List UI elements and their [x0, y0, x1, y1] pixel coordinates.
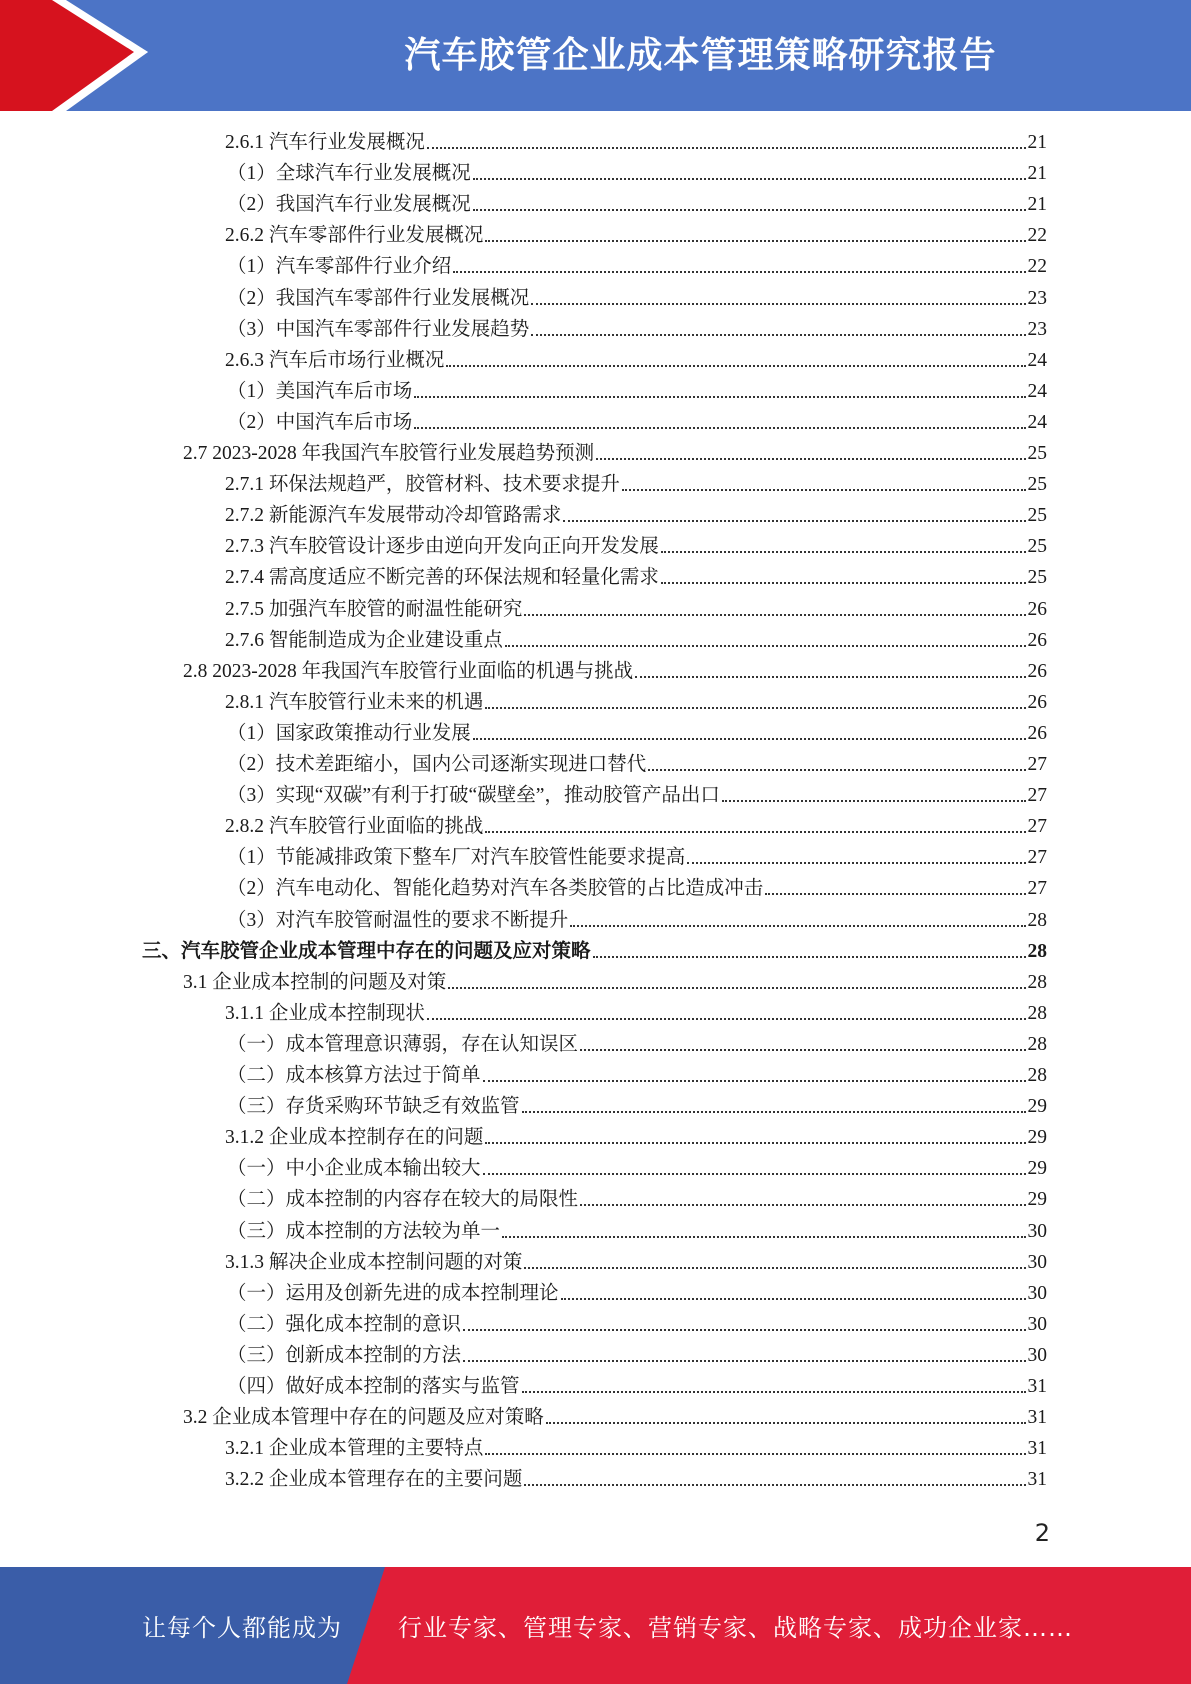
toc-dot-leader	[570, 925, 1025, 927]
toc-entry-page: 27	[1027, 878, 1047, 900]
toc-dot-leader	[502, 1236, 1025, 1238]
toc-dot-leader	[427, 1018, 1026, 1020]
toc-entry[interactable]	[142, 936, 1047, 967]
toc-entry[interactable]	[227, 1371, 1047, 1402]
toc-entry[interactable]	[227, 376, 1047, 407]
toc-entry-page: 26	[1027, 598, 1047, 620]
toc-entry-title: 3.1.3 解决企业成本控制问题的对策	[225, 1251, 523, 1273]
toc-dot-leader	[485, 707, 1025, 709]
toc-entry[interactable]	[225, 1247, 1047, 1278]
toc-entry-page: 23	[1027, 287, 1047, 309]
toc-dot-leader	[580, 1049, 1025, 1051]
toc-entry[interactable]	[227, 314, 1047, 345]
toc-entry-page: 29	[1027, 1096, 1047, 1118]
toc-entry-page: 29	[1027, 1189, 1047, 1211]
toc-entry-page: 24	[1027, 380, 1047, 402]
toc-entry-page: 27	[1027, 754, 1047, 775]
toc-dot-leader	[483, 1173, 1026, 1175]
toc-dot-leader	[722, 800, 1026, 802]
toc-entry-title: 2.8.1 汽车胶管行业未来的机遇	[225, 691, 484, 713]
toc-entry-title: 3.1 企业成本控制的问题及对策	[183, 971, 447, 993]
toc-entry-title: 2.6.2 汽车零部件行业发展概况	[225, 225, 484, 247]
toc-entry-title: （2）汽车电动化、智能化趋势对汽车各类胶管的占比造成冲击	[227, 878, 764, 900]
toc-entry-title: （2）我国汽车零部件行业发展概况	[227, 287, 530, 309]
toc-entry[interactable]	[227, 718, 1047, 749]
toc-dot-leader	[485, 240, 1025, 242]
toc-entry-title: 2.7.5 加强汽车胶管的耐温性能研究	[225, 598, 523, 620]
toc-entry[interactable]	[227, 1091, 1047, 1122]
toc-entry-page: 21	[1027, 132, 1047, 153]
toc-entry-page: 30	[1027, 1344, 1047, 1366]
toc-entry-page: 30	[1027, 1313, 1047, 1335]
toc-entry[interactable]	[227, 1184, 1047, 1215]
toc-dot-leader	[635, 676, 1025, 678]
toc-entry-page: 21	[1027, 194, 1047, 216]
toc-dot-leader	[473, 178, 1026, 180]
toc-entry-title: （2）中国汽车后市场	[227, 411, 413, 433]
toc-entry[interactable]	[225, 345, 1047, 376]
toc-dot-leader	[765, 893, 1025, 895]
toc-entry[interactable]	[225, 127, 1047, 158]
toc-entry[interactable]	[227, 251, 1047, 282]
toc-entry-title: （二）强化成本控制的意识	[227, 1313, 462, 1335]
toc-entry-page: 24	[1027, 349, 1047, 371]
toc-dot-leader	[546, 1422, 1026, 1424]
toc-entry-title: （四）做好成本控制的落实与监管	[227, 1376, 520, 1397]
toc-entry-title: 2.7.1 环保法规趋严，胶管材料、技术要求提升	[225, 474, 620, 496]
toc-entry[interactable]	[227, 1060, 1047, 1091]
toc-entry-title: 3.2.2 企业成本管理存在的主要问题	[225, 1469, 523, 1491]
document-title: 汽车胶管企业成本管理策略研究报告	[404, 35, 997, 76]
toc-entry[interactable]	[225, 998, 1047, 1029]
toc-entry-title: 2.7.4 需高度适应不断完善的环保法规和轻量化需求	[225, 567, 659, 589]
toc-entry[interactable]	[227, 1029, 1047, 1060]
toc-entry-page: 28	[1027, 1065, 1047, 1086]
toc-entry-title: 2.6.3 汽车后市场行业概况	[225, 349, 445, 371]
toc-entry[interactable]	[225, 1464, 1047, 1495]
toc-entry-page: 31	[1027, 1469, 1047, 1491]
toc-entry-page: 25	[1027, 443, 1047, 464]
toc-entry[interactable]	[227, 1278, 1047, 1309]
toc-entry-title: 2.6.1 汽车行业发展概况	[225, 132, 425, 153]
toc-entry[interactable]	[225, 1433, 1047, 1464]
toc-entry-page: 28	[1027, 909, 1047, 931]
toc-dot-leader	[531, 303, 1025, 305]
toc-entry[interactable]	[227, 283, 1047, 314]
toc-entry-page: 29	[1027, 1127, 1047, 1149]
toc-entry-page: 28	[1027, 1033, 1047, 1055]
toc-entry[interactable]	[225, 531, 1047, 562]
toc-entry-page: 25	[1027, 474, 1047, 496]
toc-entry-title: （二）成本核算方法过于简单	[227, 1065, 481, 1086]
toc-dot-leader	[661, 551, 1026, 553]
toc-dot-leader	[563, 520, 1025, 522]
toc-entry-page: 30	[1027, 1251, 1047, 1273]
page-number: 2	[1034, 1519, 1050, 1547]
toc-entry-page: 26	[1027, 660, 1047, 682]
toc-entry[interactable]	[225, 220, 1047, 251]
page-footer	[0, 1567, 1191, 1684]
toc-entry[interactable]	[225, 594, 1047, 625]
footer-slogan-left: 让每个人都能成为	[142, 1614, 342, 1642]
toc-entry-title: 3.1.1 企业成本控制现状	[225, 1002, 425, 1024]
toc-entry[interactable]	[227, 780, 1047, 811]
toc-entry-title: 3.2 企业成本管理中存在的问题及应对策略	[183, 1407, 544, 1429]
toc-dot-leader	[448, 987, 1025, 989]
toc-dot-leader	[485, 1142, 1025, 1144]
toc-entry-page: 25	[1027, 505, 1047, 527]
toc-entry-page: 25	[1027, 567, 1047, 589]
toc-entry[interactable]	[225, 469, 1047, 500]
toc-entry-page: 25	[1027, 536, 1047, 558]
toc-entry-title: 2.8 2023-2028 年我国汽车胶管行业面临的机遇与挑战	[183, 660, 634, 682]
toc-dot-leader	[524, 614, 1025, 616]
toc-entry[interactable]	[227, 1153, 1047, 1184]
toc-entry[interactable]	[227, 1216, 1047, 1247]
toc-entry-title: （三）创新成本控制的方法	[227, 1344, 462, 1366]
toc-entry-title: （二）成本控制的内容存在较大的局限性	[227, 1189, 579, 1211]
toc-dot-leader	[522, 1111, 1026, 1113]
toc-dot-leader	[561, 1298, 1026, 1300]
toc-entry-page: 24	[1027, 411, 1047, 433]
toc-entry[interactable]	[183, 1402, 1047, 1433]
toc-entry-title: （3）中国汽车零部件行业发展趋势	[227, 318, 530, 340]
toc-entry-page: 22	[1027, 256, 1047, 278]
toc-entry-page: 30	[1027, 1282, 1047, 1304]
toc-entry-title: 3.1.2 企业成本控制存在的问题	[225, 1127, 484, 1149]
toc-entry-page: 27	[1027, 847, 1047, 869]
toc-dot-leader	[485, 1453, 1025, 1455]
toc-dot-leader	[661, 582, 1026, 584]
footer-slogan-right: 行业专家、管理专家、营销专家、战略专家、成功企业家……	[398, 1614, 1073, 1642]
toc-entry-page: 21	[1027, 163, 1047, 185]
toc-entry-page: 28	[1027, 940, 1047, 962]
toc-entry[interactable]	[227, 905, 1047, 936]
toc-entry-title: （3）实现“双碳”有利于打破“碳壁垒”，推动胶管产品出口	[227, 785, 720, 807]
toc-entry-page: 23	[1027, 318, 1047, 340]
toc-entry-title: （1）国家政策推动行业发展	[227, 722, 471, 744]
toc-dot-leader	[414, 396, 1025, 398]
toc-dot-leader	[622, 489, 1026, 491]
toc-entry-title: （1）节能减排政策下整车厂对汽车胶管性能要求提高	[227, 847, 686, 869]
toc-entry-page: 27	[1027, 785, 1047, 807]
toc-entry-title: 3.2.1 企业成本管理的主要特点	[225, 1438, 484, 1460]
toc-entry[interactable]	[183, 967, 1047, 998]
toc-dot-leader	[414, 427, 1025, 429]
toc-dot-leader	[593, 956, 1026, 958]
toc-dot-leader	[648, 769, 1025, 771]
toc-dot-leader	[596, 458, 1025, 460]
toc-entry-page: 28	[1027, 1002, 1047, 1024]
toc-entry-title: （三）成本控制的方法较为单一	[227, 1220, 501, 1242]
toc-entry-title: （3）对汽车胶管耐温性的要求不断提升	[227, 909, 569, 931]
page-header	[0, 0, 1191, 111]
toc-dot-leader	[463, 1329, 1025, 1331]
toc-dot-leader	[522, 1391, 1026, 1393]
toc-entry[interactable]	[225, 687, 1047, 718]
toc-entry-title: （一）运用及创新先进的成本控制理论	[227, 1282, 559, 1304]
toc-entry-page: 28	[1027, 971, 1047, 993]
toc-entry-title: （2）我国汽车行业发展概况	[227, 194, 471, 216]
toc-entry-title: （1）汽车零部件行业介绍	[227, 256, 452, 278]
toc-entry[interactable]	[225, 625, 1047, 656]
toc-entry-title: （1）全球汽车行业发展概况	[227, 163, 471, 185]
toc-entry-title: 三、汽车胶管企业成本管理中存在的问题及应对策略	[142, 940, 591, 962]
toc-entry-page: 30	[1027, 1220, 1047, 1242]
toc-entry-page: 31	[1027, 1376, 1047, 1397]
toc-entry[interactable]	[227, 1309, 1047, 1340]
toc-dot-leader	[687, 862, 1025, 864]
toc-entry-title: 2.7.3 汽车胶管设计逐步由逆向开发向正向开发发展	[225, 536, 659, 558]
toc-entry-page: 31	[1027, 1407, 1047, 1429]
toc-entry[interactable]	[225, 562, 1047, 593]
toc-entry-title: （1）美国汽车后市场	[227, 380, 413, 402]
toc-entry-page: 26	[1027, 722, 1047, 744]
toc-entry[interactable]	[183, 656, 1047, 687]
toc-entry-page: 29	[1027, 1158, 1047, 1180]
toc-dot-leader	[463, 1360, 1025, 1362]
toc-entry[interactable]	[183, 438, 1047, 469]
toc-entry-title: 2.7.6 智能制造成为企业建设重点	[225, 629, 503, 651]
toc-entry-title: 2.8.2 汽车胶管行业面临的挑战	[225, 816, 484, 838]
toc-entry-title: （三）存货采购环节缺乏有效监管	[227, 1096, 520, 1118]
toc-entry-page: 26	[1027, 691, 1047, 713]
toc-entry-page: 22	[1027, 225, 1047, 247]
toc-dot-leader	[524, 1484, 1025, 1486]
toc-dot-leader	[524, 1267, 1025, 1269]
toc-dot-leader	[473, 209, 1026, 211]
toc-entry-page: 26	[1027, 629, 1047, 651]
toc-entry-title: （2）技术差距缩小，国内公司逐渐实现进口替代	[227, 754, 647, 775]
toc-dot-leader	[453, 271, 1025, 273]
toc-entry[interactable]	[227, 407, 1047, 438]
toc-dot-leader	[485, 831, 1025, 833]
toc-dot-leader	[427, 147, 1026, 149]
toc-entry[interactable]	[227, 158, 1047, 189]
toc-entry[interactable]	[227, 873, 1047, 904]
toc-entry[interactable]	[225, 500, 1047, 531]
toc-dot-leader	[446, 365, 1025, 367]
toc-entry[interactable]	[225, 811, 1047, 842]
toc-dot-leader	[531, 334, 1025, 336]
toc-entry[interactable]	[227, 189, 1047, 220]
toc-entry[interactable]	[227, 1340, 1047, 1371]
toc-dot-leader	[505, 645, 1026, 647]
toc-entry[interactable]	[225, 1122, 1047, 1153]
toc-entry-page: 31	[1027, 1438, 1047, 1460]
toc-entry[interactable]	[227, 749, 1047, 780]
toc-entry-title: （一）中小企业成本输出较大	[227, 1158, 481, 1180]
toc-dot-leader	[473, 738, 1026, 740]
toc-entry-title: 2.7.2 新能源汽车发展带动冷却管路需求	[225, 505, 562, 527]
toc-entry[interactable]	[227, 842, 1047, 873]
toc-dot-leader	[483, 1080, 1026, 1082]
toc-entry-title: （一）成本管理意识薄弱，存在认知误区	[227, 1033, 579, 1055]
toc-entry-page: 27	[1027, 816, 1047, 838]
toc-entry-title: 2.7 2023-2028 年我国汽车胶管行业发展趋势预测	[183, 443, 595, 464]
toc-dot-leader	[580, 1204, 1025, 1206]
